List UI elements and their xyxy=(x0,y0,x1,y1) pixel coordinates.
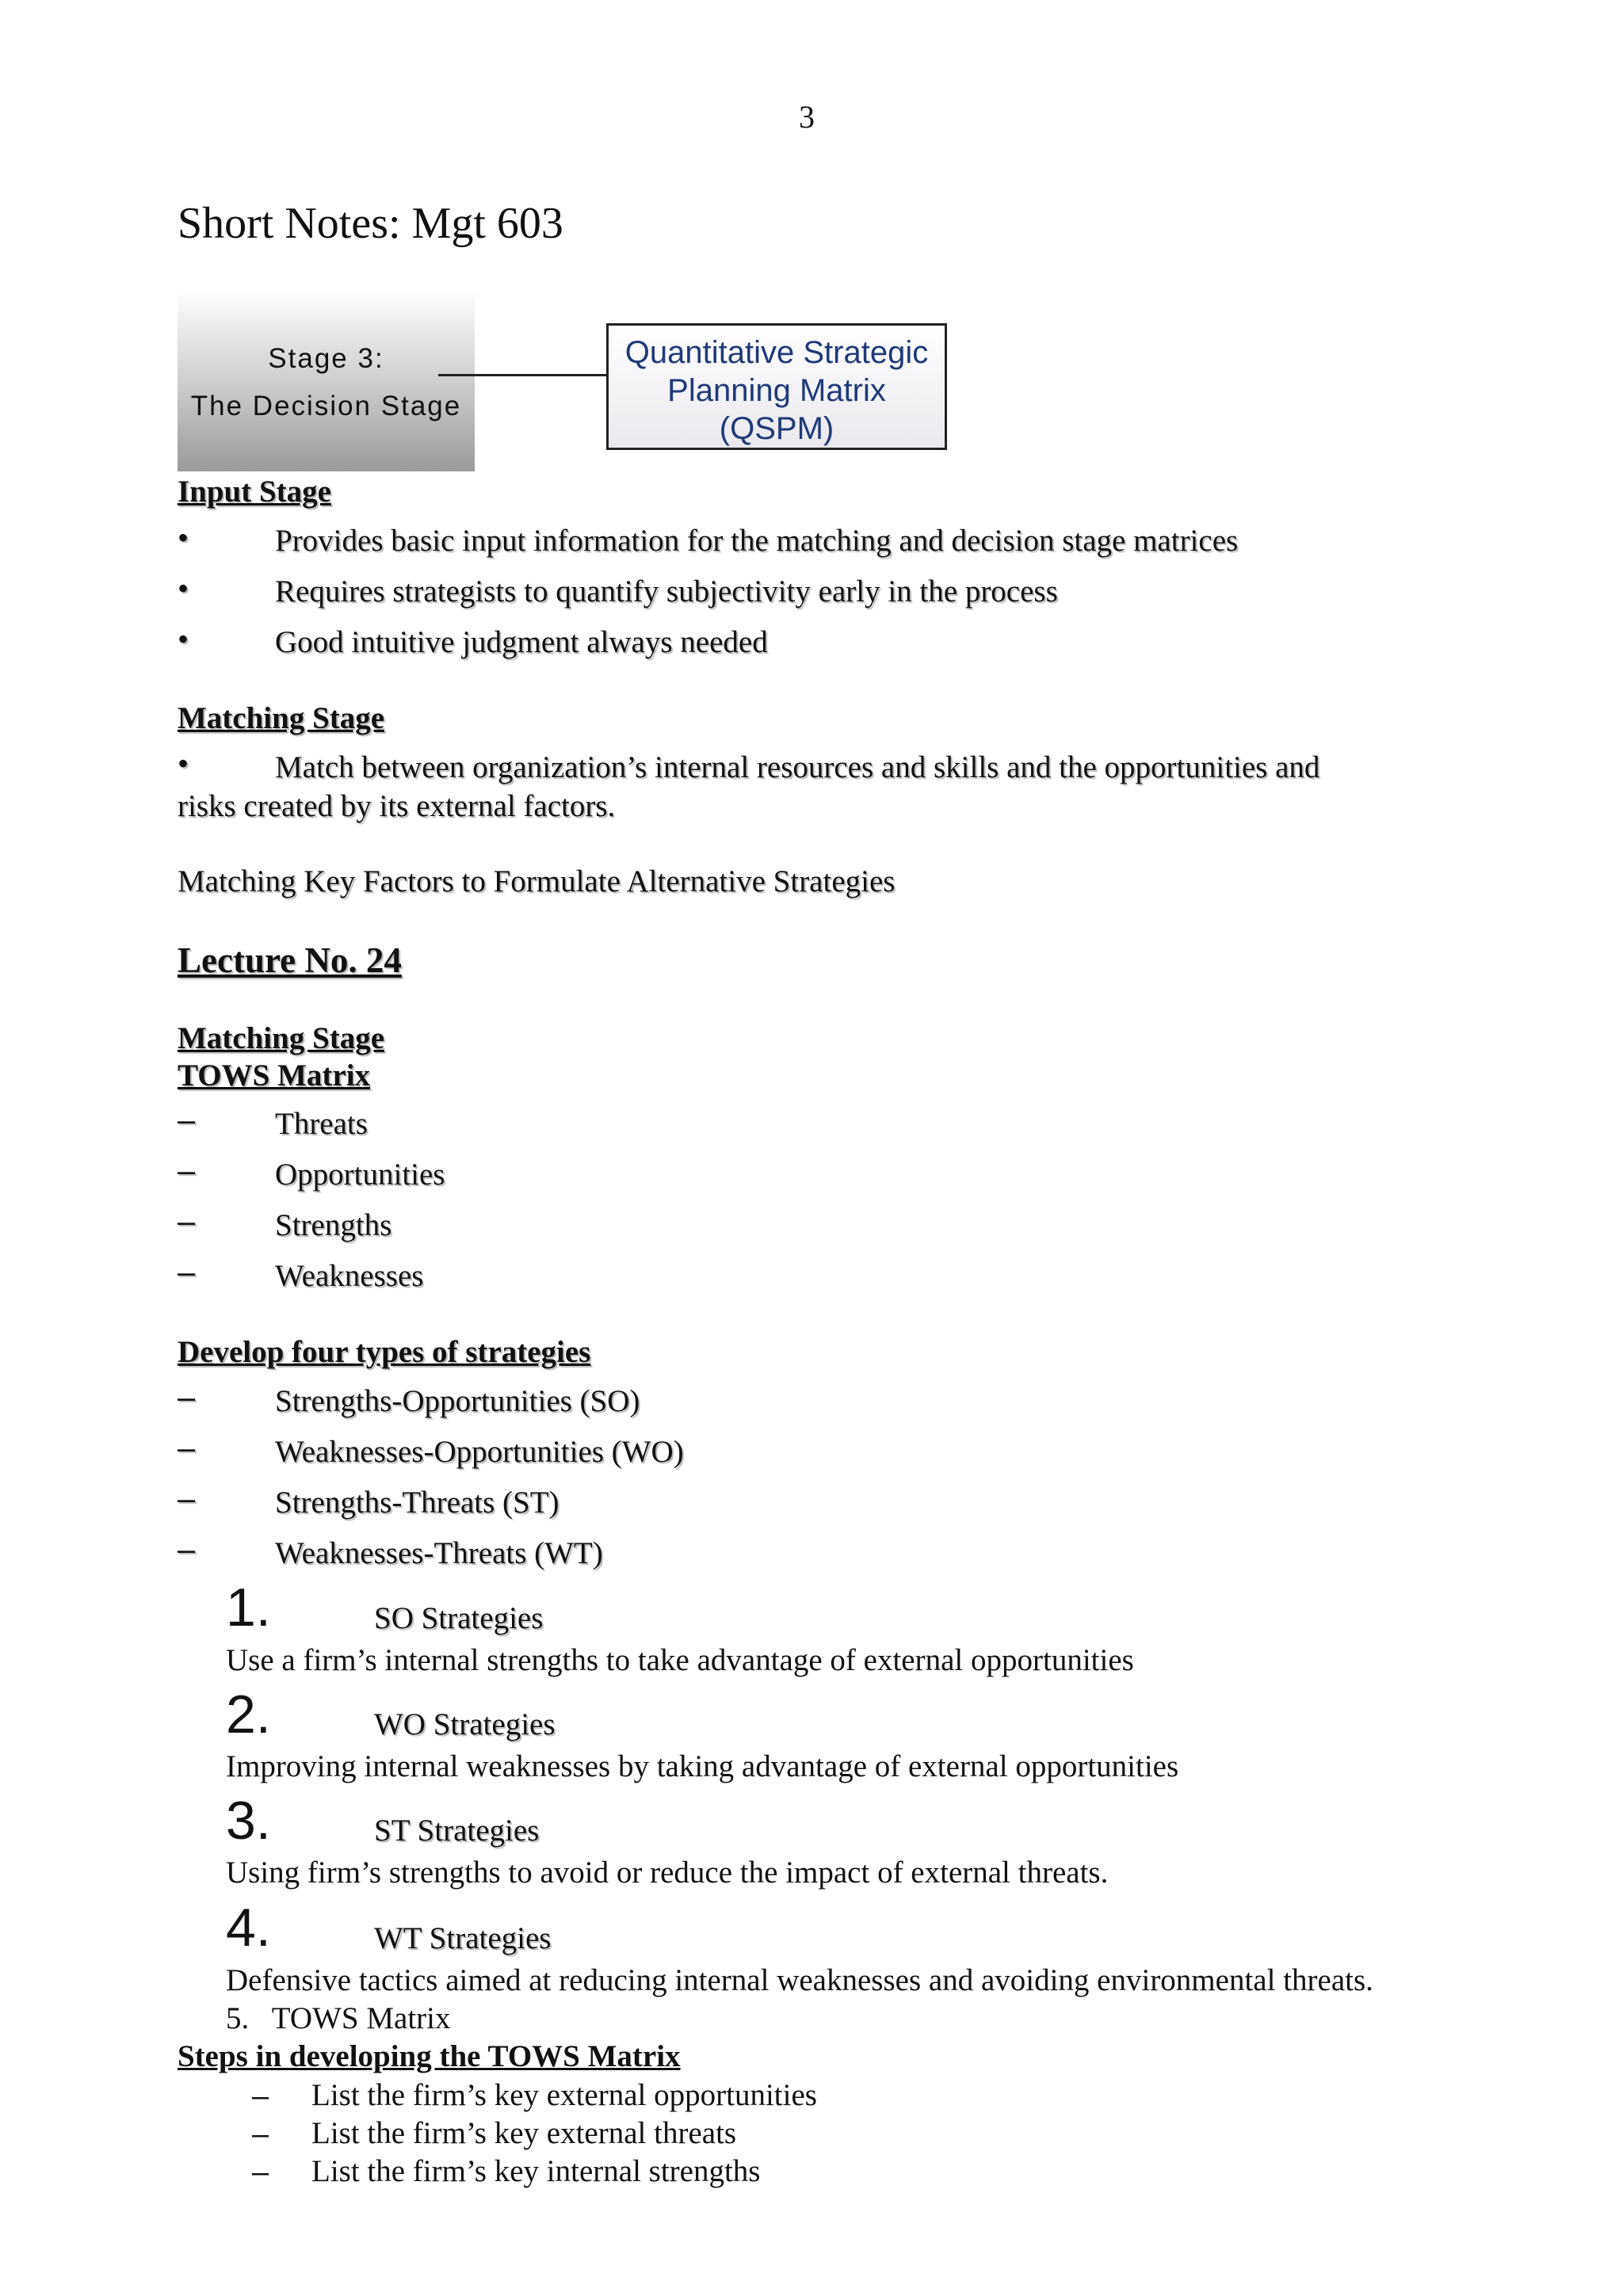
strategy-description: Using firm’s strengths to avoid or reduce the impact of external threats. xyxy=(226,1855,1109,1890)
strategy-description: Improving internal weaknesses by taking advantage of external opportunities xyxy=(226,1749,1179,1783)
input-item: Good intuitive judgment always needed xyxy=(275,625,768,659)
strategy-title: ST Strategies xyxy=(374,1814,540,1848)
strategy-type: Weaknesses-Threats (WT) xyxy=(275,1536,603,1570)
strategy-title: WO Strategies xyxy=(374,1707,556,1741)
input-item: Provides basic input information for the matching and decision stage matrices xyxy=(275,524,1239,558)
dash-icon: – xyxy=(178,1431,196,1466)
stage-name: The Decision Stage xyxy=(190,391,462,421)
step-item: List the firm’s key external threats xyxy=(311,2116,737,2150)
tows-matrix-item-5: 5. TOWS Matrix xyxy=(226,2001,451,2035)
matching-key-factors: Matching Key Factors to Formulate Alternative Strategies xyxy=(178,864,896,898)
strategy-type: Weaknesses-Opportunities (WO) xyxy=(275,1435,684,1469)
input-item: Requires strategists to quantify subjectivity early in the process xyxy=(275,574,1058,608)
input-stage-heading: Input Stage xyxy=(178,475,331,509)
strategy-number: 3. xyxy=(226,1791,271,1851)
strategy-title: WT Strategies xyxy=(374,1921,552,1955)
stage-label: Stage 3: xyxy=(268,343,384,374)
strategy-type: Strengths-Opportunities (SO) xyxy=(275,1384,640,1418)
page-number: 3 xyxy=(799,99,815,135)
page-title: Short Notes: Mgt 603 xyxy=(178,199,563,248)
bullet-icon: • xyxy=(178,570,189,606)
bullet-icon: • xyxy=(178,520,189,555)
tows-item: Weaknesses xyxy=(275,1259,424,1293)
strategy-number: 1. xyxy=(226,1577,271,1638)
dash-icon: – xyxy=(178,1532,196,1567)
qspm-box xyxy=(606,323,947,450)
dash-icon: – xyxy=(178,1255,196,1290)
tows-item: Strengths xyxy=(275,1208,392,1242)
dash-icon: – xyxy=(178,1103,196,1138)
strategy-number: 4. xyxy=(226,1897,271,1958)
dash-icon: – xyxy=(178,1482,196,1516)
qspm-line-3: (QSPM) xyxy=(719,411,834,446)
tows-item: Threats xyxy=(275,1107,368,1141)
matching-item-line-2: risks created by its external factors. xyxy=(178,789,616,823)
strategy-type: Strengths-Threats (ST) xyxy=(275,1486,559,1520)
bullet-icon: • xyxy=(178,621,189,657)
strategy-number: 2. xyxy=(226,1684,271,1745)
steps-heading: Steps in developing the TOWS Matrix xyxy=(178,2039,681,2073)
matching-stage-2-heading: Matching Stage xyxy=(178,1021,385,1055)
dash-icon: – xyxy=(178,1380,196,1415)
strategy-description: Defensive tactics aimed at reducing internal weaknesses and avoiding environmental threats. xyxy=(226,1963,1373,1997)
strategy-title: SO Strategies xyxy=(374,1601,544,1635)
step-item: List the firm’s key internal strengths xyxy=(311,2154,761,2188)
dash-icon: – xyxy=(252,2080,269,2113)
dash-icon: – xyxy=(178,1204,196,1239)
step-item: List the firm’s key external opportunities xyxy=(311,2078,817,2112)
qspm-line-1: Quantitative Strategic xyxy=(624,335,929,370)
develop-heading: Develop four types of strategies xyxy=(178,1335,591,1369)
tows-matrix-heading: TOWS Matrix xyxy=(178,1058,371,1093)
dash-icon: – xyxy=(252,2118,269,2151)
tows-item: Opportunities xyxy=(275,1158,445,1192)
qspm-line-2: Planning Matrix xyxy=(667,373,886,408)
bullet-icon: • xyxy=(178,746,189,781)
diagram-connector-line xyxy=(438,374,608,376)
matching-stage-heading: Matching Stage xyxy=(178,701,385,735)
strategy-description: Use a firm’s internal strengths to take advantage of external opportunities xyxy=(226,1643,1134,1677)
dash-icon: – xyxy=(178,1154,196,1188)
dash-icon: – xyxy=(252,2156,269,2189)
lecture-heading: Lecture No. 24 xyxy=(178,940,402,980)
decision-stage-box xyxy=(178,289,475,471)
matching-item-line-1: Match between organization’s internal resources and skills and the opportunities and xyxy=(275,750,1320,784)
